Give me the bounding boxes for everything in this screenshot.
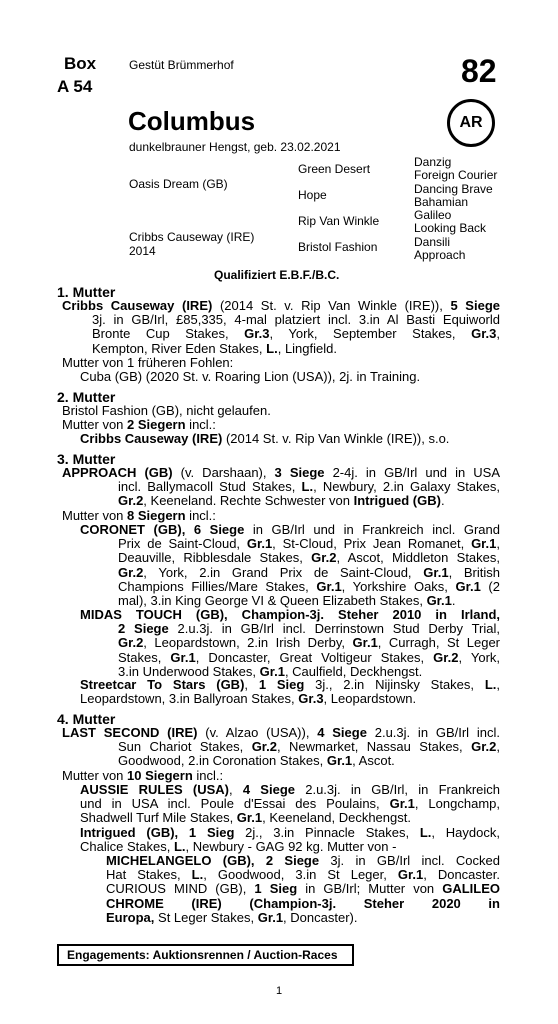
box-label: Box bbox=[64, 54, 97, 73]
coronet-entry: CORONET (GB), 6 Siege in GB/Irl und in Frankreich incl. Grand Prix de Saint-Cloud, Gr.1, St-Cloud, Prix Jean Romanet, Gr.1, Deauville, Ribblesdale Stakes, Gr.2, Ascot, Middleton Stakes, Gr.2, York, 2.in Grand Prix de Saint-Cloud, Gr.1, British Champions Fillies/Mare Stakes, Gr.1, Yorkshire Oaks, Gr.1 (2 mal), 3.in King George VI & Queen Elizabeth Stakes, Gr.1. bbox=[80, 522, 500, 609]
approach-entry: APPROACH (GB) (v. Darshaan), 3 Siege 2-4j. in GB/Irl und in USA incl. Ballymacoll Stud Stakes, L., Newbury, 2.in Galaxy Stakes, Gr.2, Keeneland. Rechte Schwester von Intrigued (GB). bbox=[62, 465, 500, 509]
pedigree-sire: Oasis Dream (GB) bbox=[129, 177, 228, 191]
section-heading-mutter-3: 3. Mutter bbox=[57, 451, 116, 467]
pedigree-g2-3: Rip Van Winkle bbox=[298, 214, 380, 228]
approach-winners-header: Mutter von 8 Siegern incl.: bbox=[62, 508, 216, 523]
pedigree-g3-3: Dancing Brave bbox=[414, 182, 493, 196]
box-number: A 54 bbox=[57, 77, 93, 96]
michelangelo-entry: MICHELANGELO (GB), 2 Siege 3j. in GB/Irl incl. Cocked Hat Stakes, L., Goodwood, 3.in St Leger, Gr.1, Doncaster. CURIOUS MIND (GB), 1 Sieg in GB/Irl; Mutter von GALILEO CHROME (IRE) (Champion-3j. Steher 2020 in Europa, St Leger Stakes, Gr.1, Doncaster). bbox=[106, 853, 501, 925]
breeder: Gestüt Brümmerhof bbox=[129, 58, 234, 72]
aussie-rules-entry: AUSSIE RULES (USA), 4 Siege 2.u.3j. in GB/Irl, in Frankreich und in USA incl. Poule d'Essai des Poulains, Gr.1, Longchamp, Shadwell Turf Mile Stakes, Gr.1, Keeneland, Deckhengst. bbox=[80, 782, 500, 826]
pedigree-g3-8: Approach bbox=[414, 248, 466, 262]
dam-entry-cribbs-causeway: Cribbs Causeway (IRE) (2014 St. v. Rip Van Winkle (IRE)), 5 Siege 3j. in GB/Irl, £85,335, 4-mal platziert incl. 3.in Al Basti Equiworld Bronte Cup Stakes, Gr.3, York, September Stakes, Gr.3, Kempton, River Eden Stakes, L., Lingfield. bbox=[62, 298, 501, 356]
midas-touch-entry: MIDAS TOUCH (GB), Champion-3j. Steher 2010 in Irland, 2 Siege 2.u.3j. in GB/Irl incl. Derrinstown Stud Derby Trial, Gr.2, Leopardstown, 2.in Irish Derby, Gr.1, Curragh, St Leger Stakes, Gr.1, Doncaster, Great Voltigeur Stakes, Gr.2, York, 3.in Underwood Stakes, Gr.1, Caulfield, Deckhengst. bbox=[80, 607, 501, 679]
streetcar-to-stars-entry: Streetcar To Stars (GB), 1 Sieg 3j., 2.in Nijinsky Stakes, L., Leopardstown, 3.in Ballyroan Stakes, Gr.3, Leopardstown. bbox=[80, 677, 501, 707]
pedigree-g2-2: Hope bbox=[298, 188, 327, 202]
last-second-winners-header: Mutter von 10 Siegern incl.: bbox=[62, 768, 224, 783]
section-heading-mutter-4: 4. Mutter bbox=[57, 711, 116, 727]
ar-badge-icon: AR bbox=[447, 99, 495, 147]
pedigree-g3-5: Galileo bbox=[414, 208, 452, 222]
horse-description: dunkelbrauner Hengst, geb. 23.02.2021 bbox=[129, 140, 341, 154]
intrigued-entry: Intrigued (GB), 1 Sieg 2j., 3.in Pinnacle Stakes, L., Haydock, Chalice Stakes, L., Newbury - GAG 92 kg. Mutter von - bbox=[80, 825, 500, 855]
pedigree-g3-2: Foreign Courier bbox=[414, 168, 498, 182]
pedigree-g3-7: Dansili bbox=[414, 235, 451, 249]
granddam-entry: Bristol Fashion (GB), nicht gelaufen. bbox=[62, 403, 271, 418]
foals-header: Mutter von 1 früheren Fohlen: bbox=[62, 355, 234, 370]
page-number: 1 bbox=[276, 985, 283, 997]
pedigree-dam-year: 2014 bbox=[129, 244, 156, 258]
pedigree-g2-4: Bristol Fashion bbox=[298, 240, 378, 254]
last-second-entry: LAST SECOND (IRE) (v. Alzao (USA)), 4 Siege 2.u.3j. in GB/Irl incl. Sun Chariot Stakes, Gr.2, Newmarket, Nassau Stakes, Gr.2, Goodwood, 2.in Coronation Stakes, Gr.1, Ascot. bbox=[62, 725, 501, 769]
foal-entry: Cuba (GB) (2020 St. v. Roaring Lion (USA)), 2j. in Training. bbox=[80, 369, 421, 384]
section-heading-mutter-2: 2. Mutter bbox=[57, 389, 116, 405]
granddam-winners-header: Mutter von 2 Siegern incl.: bbox=[62, 417, 216, 432]
granddam-progeny-entry: Cribbs Causeway (IRE) (2014 St. v. Rip Van Winkle (IRE)), s.o. bbox=[80, 431, 450, 446]
lot-number: 82 bbox=[461, 53, 497, 89]
pedigree-g3-6: Looking Back bbox=[414, 221, 487, 235]
pedigree-g3-4: Bahamian bbox=[414, 195, 469, 209]
pedigree-g3-1: Danzig bbox=[414, 155, 452, 169]
section-heading-mutter-1: 1. Mutter bbox=[57, 284, 116, 300]
pedigree-g2-1: Green Desert bbox=[298, 162, 371, 176]
engagements-box: Engagements: Auktionsrennen / Auction-Races bbox=[57, 944, 354, 966]
horse-name: Columbus bbox=[128, 106, 256, 136]
qualification: Qualifiziert E.B.F./B.C. bbox=[214, 268, 340, 282]
pedigree-dam: Cribbs Causeway (IRE) bbox=[129, 230, 255, 244]
